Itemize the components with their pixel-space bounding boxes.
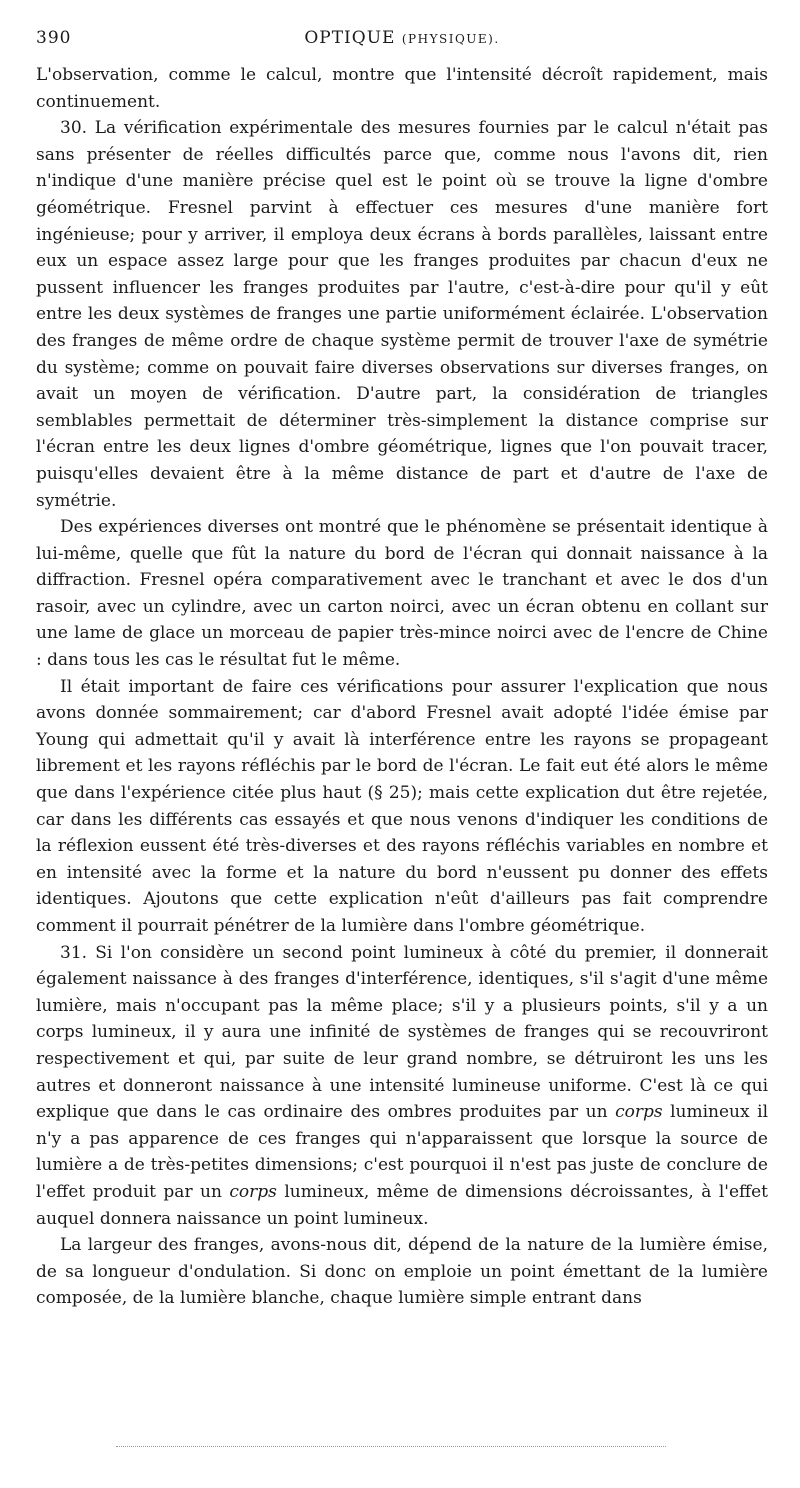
book-page xyxy=(36,28,768,1312)
running-title-main: OPTIQUE xyxy=(304,28,396,48)
paragraph-text-part: lumineux il n'y a pas apparence de ces franges qui n'apparaissent que lorsque la source de lumière a de très-petites dimensions; c'est pourquoi il n'est pas juste de conclure de l'effet produit par un xyxy=(36,1102,769,1202)
italic-word: corps xyxy=(615,1102,663,1123)
page-header xyxy=(36,28,768,62)
paragraph-text-part: Si l'on considère un second point lumineux à côté du premier, il donnerait également naissance à des franges d'interférence, identiques, s'il s'agit d'une même lumière, mais n'occupant pas la même place; s'il y a plusieurs points, s'il y a un corps lumineux, il y aura une infinité de systèmes de franges qui se recouvriront respectivement et qui, par suite de leur grand nombre, se détruiront les uns les autres et donneront naissance à une intensité lumineuse uniforme. C'est là ce qui explique que dans le cas ordinaire des ombres produites par un xyxy=(36,942,768,1123)
paragraph-text: La largeur des franges, avons-nous dit, dépend de la nature de la lumière émise, de sa longueur d'ondulation. Si donc on emploie un point émettant de la lumière composée, de la lumière blanche, chaque lumière simple entrant dans xyxy=(36,1235,768,1309)
section-number: 31. xyxy=(60,942,88,963)
bottom-bleed-line xyxy=(116,1446,666,1447)
section-number: 30. xyxy=(60,118,88,139)
paragraph-section-30 xyxy=(36,115,768,514)
paragraph-text: L'observation, comme le calcul, montre que l'intensité décroît rapidement, mais continuement. xyxy=(36,65,768,112)
paragraph-text: La vérification expérimentale des mesures fournies par le calcul n'était pas sans présenter de réelles difficultés parce que, comme nous l'avons dit, rien n'indique d'une manière précise quel est le point où se trouve la ligne d'ombre géométrique. Fresnel parvint à effectuer ces mesures d'une manière fort ingénieuse; pour y arriver, il employa deux écrans à bords parallèles, laissant entre eux un espace assez large pour que les franges produites par chacun d'eux ne pussent influencer les franges produites par l'autre, c'est-à-dire pour qu'il y eût entre les deux systèmes de franges une partie uniformément éclairée. L'observation des franges de même ordre de chaque système permit de trouver l'axe de symétrie du système; comme on pouvait faire diverses observations sur diverses franges, on avait un moyen de vérification. D'autre part, la considération de triangles semblables permettait de déterminer très-simplement la distance comprise sur l'écran entre les deux lignes d'ombre géométrique, lignes que l'on pouvait tracer, puisqu'elles devaient être à la même distance de part et d'autre de l'axe de symétrie. xyxy=(36,118,768,511)
paragraph-section-31 xyxy=(36,940,768,1233)
paragraph-text-part: lumineux, même de dimensions décroissantes, à l'effet auquel donnera naissance un point lumineux. xyxy=(36,1181,768,1229)
paragraph-text: Des expériences diverses ont montré que le phénomène se présentait identique à lui-même, quelle que fût la nature du bord de l'écran qui donnait naissance à la diffraction. Fresnel opéra comparativement avec le tranchant et avec le dos d'un rasoir, avec un cylindre, avec un carton noirci, avec un écran obtenu en collant sur une lame de glace un morceau de papier très-mince noirci avec de l'encre de Chine : dans tous les cas le résultat fut le même. xyxy=(36,517,768,671)
paragraph-verifications xyxy=(36,674,768,940)
italic-word: corps xyxy=(229,1181,277,1202)
paragraph-experiences xyxy=(36,514,768,674)
paragraph-largeur xyxy=(36,1232,768,1312)
running-title-sub: (PHYSIQUE). xyxy=(401,32,500,46)
paragraph-text: Il était important de faire ces vérifications pour assurer l'explication que nous avons donnée sommairement; car d'abord Fresnel avait adopté l'idée émise par Young qui admettait qu'il y avait là interférence entre les rayons se propageant librement et les rayons réfléchis par le bord de l'écran. Le fait eut été alors le même que dans l'expérience citée plus haut (§ 25); mais cette explication dut être rejetée, car dans les différents cas essayés et que nous venons d'indiquer les conditions de la réflexion eussent été très-diverses et des rayons réfléchis variables en nombre et en intensité avec la forme et la nature du bord n'eussent pu donner des effets identiques. Ajoutons que cette explication n'eût d'ailleurs pas fait comprendre comment il pourrait pénétrer de la lumière dans l'ombre géométrique. xyxy=(36,676,768,936)
page-number: 390 xyxy=(36,28,72,48)
running-title xyxy=(36,28,768,48)
paragraph-continuation xyxy=(36,62,768,115)
